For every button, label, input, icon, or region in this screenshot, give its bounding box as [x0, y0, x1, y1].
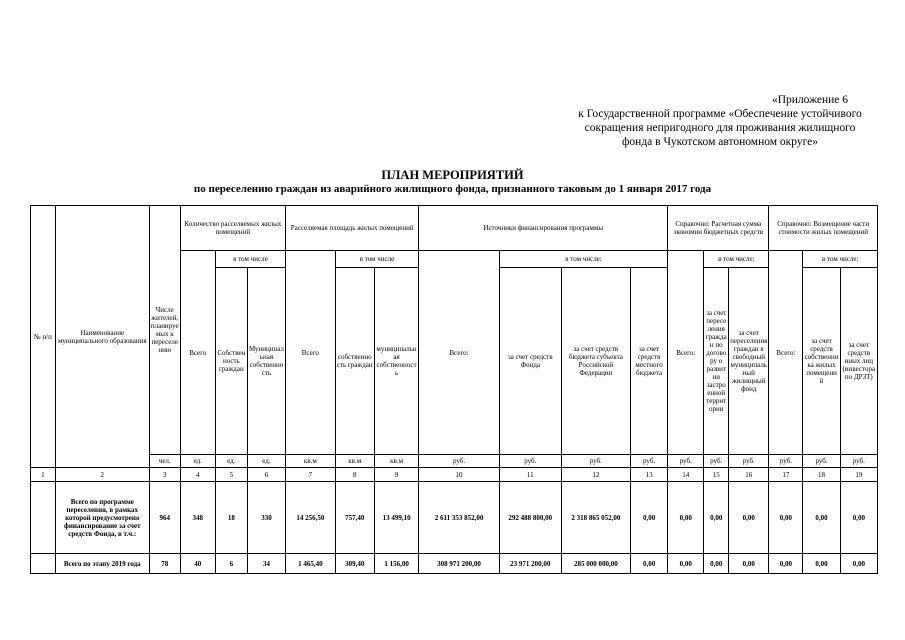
unit-cell: руб.: [419, 455, 500, 468]
header-ref1-incl: в том числе:: [704, 251, 769, 268]
table-row: [31, 554, 878, 574]
header-fund: за счет средств Фонда: [499, 268, 561, 455]
unit-cell: кв.м: [335, 455, 374, 468]
document-subtitle: по переселению граждан из аварийного жилищного фонда, признанного таковым до 1 января 2017 года: [193, 183, 712, 195]
appendix-line: сокращения непригодного для проживания жилищного: [584, 122, 856, 134]
header-area-group: Расселяемая площадь жилых помещений: [286, 206, 419, 251]
row-value: 308 971 200,00: [419, 554, 500, 574]
row-value: 34: [247, 554, 285, 574]
row-num: [31, 554, 56, 574]
row-name: Всего по программе переселения, в рамках которой предусмотрено финансирование за счет средств Фонда, в т.ч.:: [55, 482, 149, 554]
header-ref1-group: Справочно: Расчетная сумма экономии бюджетных средств: [668, 206, 769, 251]
unit-cell: руб.: [561, 455, 630, 468]
header-ref1-b: за счет переселения граждан в свободный муниципальный жилищный фонд: [729, 268, 769, 455]
appendix-line: к Государственной программе «Обеспечение устойчивого: [578, 108, 862, 120]
column-number: 9: [374, 468, 418, 482]
header-own-citizens: Собственность граждан: [215, 268, 247, 455]
unit-cell: руб.: [769, 455, 803, 468]
unit-cell: руб.: [840, 455, 877, 468]
row-value: 0,00: [704, 554, 729, 574]
header-municipal: Муниципальная собственность: [247, 268, 285, 455]
row-value: 1 156,00: [374, 554, 418, 574]
column-number: 16: [729, 468, 769, 482]
row-value: 0,00: [668, 554, 704, 574]
header-sources-total: Всего:: [419, 251, 500, 455]
header-sources-incl: в том числе:: [499, 251, 667, 268]
header-qty-total: Всего: [180, 251, 215, 455]
unit-cell: руб.: [499, 455, 561, 468]
unit-cell: руб.: [803, 455, 840, 468]
column-number: 6: [247, 468, 285, 482]
column-number: 10: [419, 468, 500, 482]
header-ref2-total: Всего:: [769, 251, 803, 455]
unit-cell: руб.: [729, 455, 769, 468]
column-number: 1: [31, 468, 56, 482]
unit-cell: кв.м: [374, 455, 418, 468]
plan-table: [30, 205, 878, 574]
row-name: Всего по этапу 2019 года: [55, 554, 149, 574]
header-qty-group: Количество расселяемых жилых помещений: [180, 206, 285, 251]
column-number: 12: [561, 468, 630, 482]
column-number: 7: [286, 468, 336, 482]
header-ref1-total: Всего:: [668, 251, 704, 455]
row-value: 0,00: [840, 554, 877, 574]
unit-cell: ед.: [215, 455, 247, 468]
header-municipal-area: муниципальная собственность: [374, 268, 418, 455]
header-subject-budget: за счет средств бюджета субъекта Российской Федерации: [561, 268, 630, 455]
header-ref2-group: Справочно: Возмещение части стоимости жилых помещений: [769, 206, 878, 251]
unit-cell: руб.: [630, 455, 667, 468]
column-number: 18: [803, 468, 840, 482]
header-ref1-a: за счет переселения граждан по договору о развитии застроенной территории: [704, 268, 729, 455]
column-number: 15: [704, 468, 729, 482]
appendix-line: «Приложение 6: [771, 94, 849, 106]
unit-cell: руб.: [704, 455, 729, 468]
column-number: 2: [55, 468, 149, 482]
appendix-line: фонда в Чукотском автономном округе»: [621, 136, 819, 148]
row-value: 285 000 000,00: [561, 554, 630, 574]
unit-cell: руб.: [668, 455, 704, 468]
header-area-incl: в том числе: [335, 251, 419, 268]
row-value: 0,00: [704, 482, 729, 554]
header-ref2-a: за счет средств собственника жилых помещений: [803, 268, 840, 455]
row-value: 0,00: [630, 554, 667, 574]
row-value: 78: [149, 554, 180, 574]
row-value: 2 611 353 852,00: [419, 482, 500, 554]
column-number: 17: [769, 468, 803, 482]
header-residents: Числе жителей, планируемых к переселению: [149, 206, 180, 455]
row-value: 40: [180, 554, 215, 574]
row-value: 292 488 800,00: [499, 482, 561, 554]
row-value: 2 318 865 052,00: [561, 482, 630, 554]
row-num: [31, 482, 56, 554]
header-area-total: Всего: [286, 251, 336, 455]
unit-cell: ед.: [180, 455, 215, 468]
unit-cell: чел.: [149, 455, 180, 468]
header-ref2-b: за счет средств иных лиц (инвестора по ДРЗТ): [840, 268, 877, 455]
column-number: 14: [668, 468, 704, 482]
row-value: 348: [180, 482, 215, 554]
column-numbers-row: [31, 468, 878, 482]
header-local-budget: за счет средств местного бюджета: [630, 268, 667, 455]
header-ref2-incl: в том числе:: [803, 251, 878, 268]
row-value: 0,00: [840, 482, 877, 554]
row-value: 964: [149, 482, 180, 554]
column-number: 5: [215, 468, 247, 482]
units-row: [31, 455, 878, 468]
row-value: 0,00: [803, 554, 840, 574]
row-value: 757,40: [335, 482, 374, 554]
row-value: 0,00: [769, 554, 803, 574]
row-value: 0,00: [769, 482, 803, 554]
row-value: 0,00: [729, 482, 769, 554]
header-name: Наименование муниципального образования: [55, 206, 149, 468]
document-title: ПЛАН МЕРОПРИЯТИЙ: [381, 168, 524, 182]
row-value: 0,00: [803, 482, 840, 554]
row-value: 6: [215, 554, 247, 574]
row-value: 14 256,50: [286, 482, 336, 554]
header-own-citizens-area: собственность граждан: [335, 268, 374, 455]
header-qty-incl: в том числе: [215, 251, 285, 268]
column-number: 4: [180, 468, 215, 482]
row-value: 0,00: [668, 482, 704, 554]
header-sources-group: Источники финансирования программы: [419, 206, 668, 251]
row-value: 0,00: [630, 482, 667, 554]
row-value: 18: [215, 482, 247, 554]
row-value: 23 971 200,00: [499, 554, 561, 574]
appendix-header: [540, 93, 900, 149]
row-value: 309,40: [335, 554, 374, 574]
column-number: 11: [499, 468, 561, 482]
column-number: 3: [149, 468, 180, 482]
unit-cell: кв.м: [286, 455, 336, 468]
table-row: [31, 482, 878, 554]
unit-cell: ед.: [247, 455, 285, 468]
row-value: 330: [247, 482, 285, 554]
column-number: 8: [335, 468, 374, 482]
row-value: 0,00: [729, 554, 769, 574]
row-value: 1 465,40: [286, 554, 336, 574]
column-number: 19: [840, 468, 877, 482]
header-num: № п/п: [31, 206, 56, 468]
column-number: 13: [630, 468, 667, 482]
row-value: 13 499,10: [374, 482, 418, 554]
